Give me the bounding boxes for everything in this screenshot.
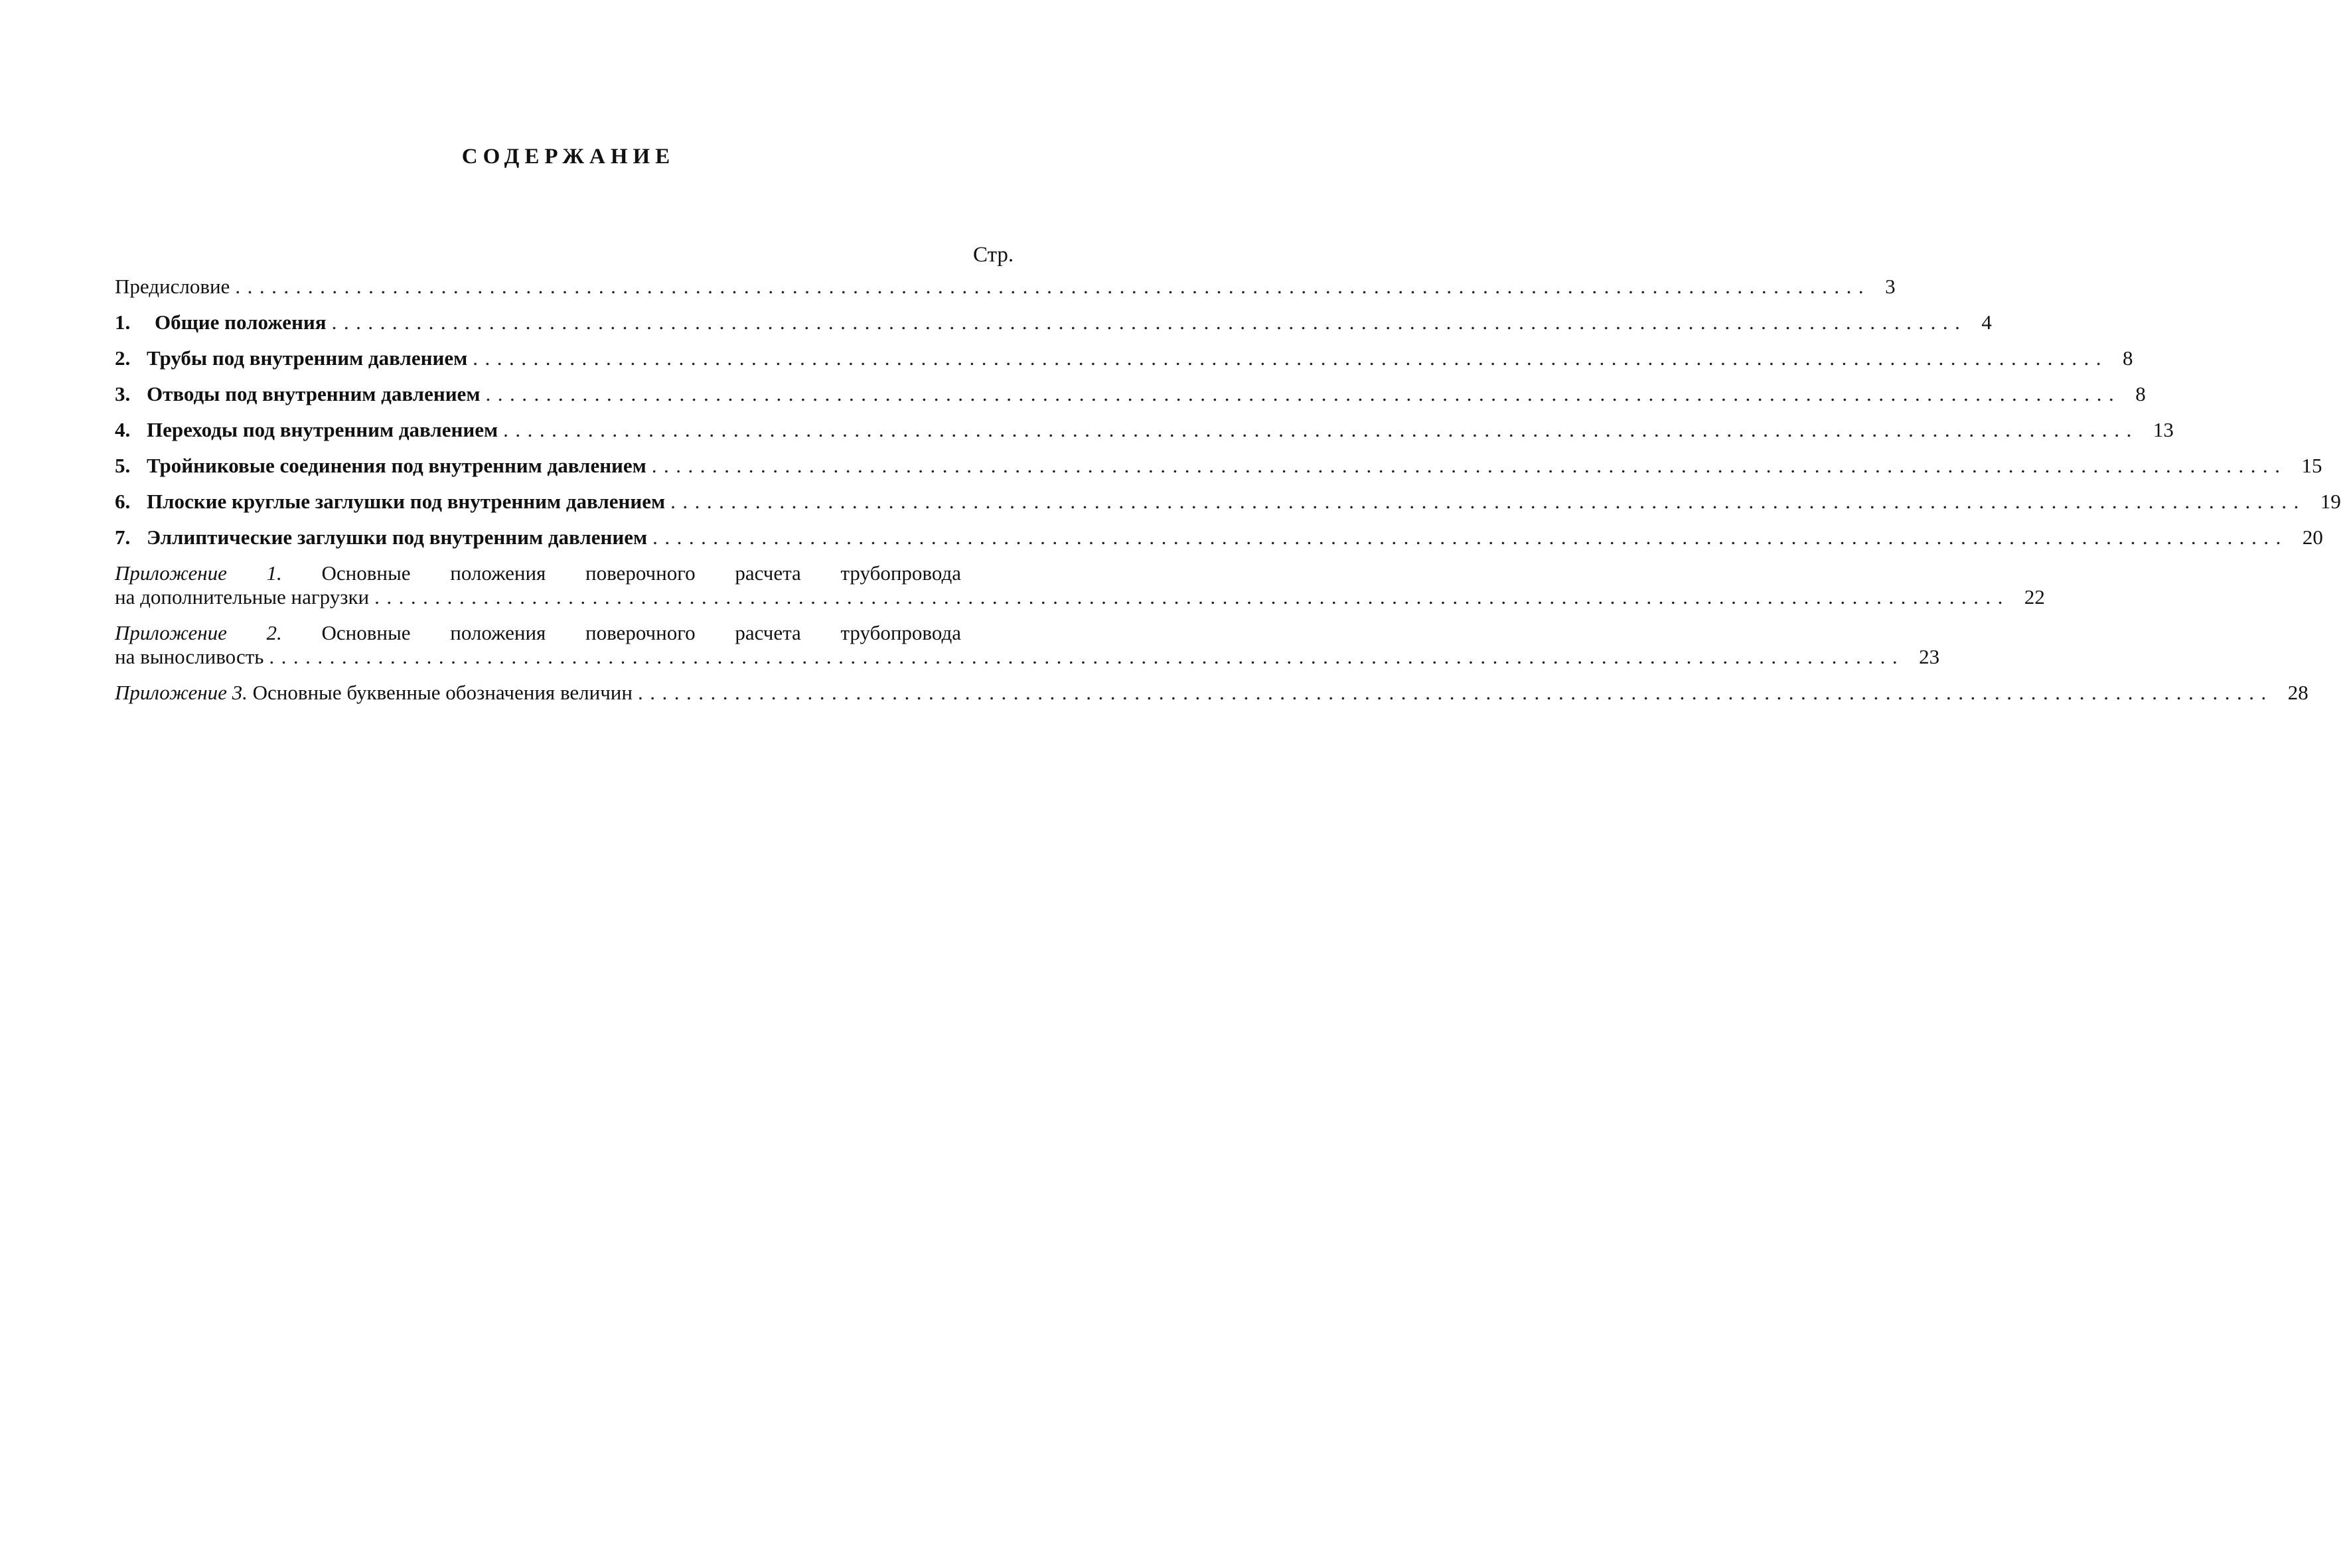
toc-section-number: 1. <box>115 311 131 334</box>
toc-section-number: 4. <box>115 418 131 441</box>
toc-page-number: 15 <box>2301 454 2322 477</box>
toc-entry-title: Плоские круглые заглушки под внутренним давлением <box>147 490 666 513</box>
toc-entry-section-3[interactable] <box>115 382 2146 406</box>
page-title: СОДЕРЖАНИЕ <box>461 145 676 169</box>
toc-page-number: 8 <box>2122 346 2133 370</box>
toc-entry-preface[interactable] <box>115 275 1896 299</box>
toc-leader-dots: ....................................................................................................................................... <box>235 275 1871 298</box>
toc-page-number: 19 <box>2320 490 2341 513</box>
toc-entry-title: Общие положения <box>155 311 327 334</box>
page-column-label: Стр. <box>973 243 1014 267</box>
toc-leader-dots: ....................................................................................................................................... <box>670 490 2306 513</box>
toc-leader-dots: ....................................................................................................................................... <box>331 311 1967 334</box>
toc-section-number: 5. <box>115 454 131 477</box>
toc-page-number: 8 <box>2135 382 2146 405</box>
toc-entry-appendix-1[interactable] <box>115 561 2045 609</box>
toc-entry-appendix-2[interactable] <box>115 621 1940 669</box>
toc-section-number: 3. <box>115 382 131 405</box>
toc-entry-title: Предисловие <box>115 275 230 298</box>
toc-appendix-label: Приложение 3. <box>115 681 248 704</box>
toc-entry-section-2[interactable] <box>115 346 2133 370</box>
toc-entry-title: Переходы под внутренним давлением <box>147 418 498 441</box>
toc-page-number: 4 <box>1981 311 1992 334</box>
toc-entry-section-6[interactable] <box>115 490 2341 514</box>
toc-page-number: 3 <box>1885 275 1896 298</box>
toc-section-number: 2. <box>115 346 131 370</box>
table-of-contents <box>115 275 2341 717</box>
toc-entry-appendix-3[interactable] <box>115 681 2308 705</box>
toc-entry-title-line1: Основные положения поверочного расчета трубопровода <box>321 621 961 644</box>
toc-page-number: 23 <box>1919 645 1940 668</box>
toc-leader-dots: ....................................................................................................................................... <box>269 645 1905 668</box>
toc-leader-dots: ....................................................................................................................................... <box>374 585 2010 608</box>
toc-entry-section-4[interactable] <box>115 418 2174 442</box>
toc-leader-dots: ....................................................................................................................................... <box>638 681 2273 704</box>
toc-entry-title: Эллиптические заглушки под внутренним давлением <box>147 526 648 549</box>
toc-leader-dots: ....................................................................................................................................... <box>503 418 2139 441</box>
toc-entry-section-1[interactable] <box>115 311 1992 334</box>
toc-leader-dots: ....................................................................................................................................... <box>652 526 2288 549</box>
toc-entry-title-line1: Основные положения поверочного расчета трубопровода <box>321 561 961 585</box>
toc-leader-dots: ....................................................................................................................................... <box>473 346 2108 370</box>
toc-section-number: 7. <box>115 526 131 549</box>
toc-entry-title: Тройниковые соединения под внутренним давлением <box>147 454 646 477</box>
toc-entry-title-line2: на дополнительные нагрузки <box>115 585 370 608</box>
toc-appendix-label: Приложение 1. <box>115 561 282 585</box>
toc-entry-title-line2: на выносливость <box>115 645 264 668</box>
toc-entry-section-5[interactable] <box>115 454 2322 478</box>
toc-page-number: 22 <box>2024 585 2045 608</box>
toc-entry-title: Трубы под внутренним давлением <box>147 346 468 370</box>
toc-leader-dots: ....................................................................................................................................... <box>485 382 2121 405</box>
toc-leader-dots: ....................................................................................................................................... <box>651 454 2287 477</box>
toc-entry-section-7[interactable] <box>115 526 2323 549</box>
toc-page-number: 13 <box>2152 418 2174 441</box>
toc-page-number: 20 <box>2302 526 2323 549</box>
toc-entry-title: Отводы под внутренним давлением <box>147 382 481 405</box>
toc-page-number: 28 <box>2287 681 2308 704</box>
toc-entry-title: Основные буквенные обозначения величин <box>252 681 633 704</box>
toc-appendix-label: Приложение 2. <box>115 621 282 644</box>
toc-section-number: 6. <box>115 490 131 513</box>
